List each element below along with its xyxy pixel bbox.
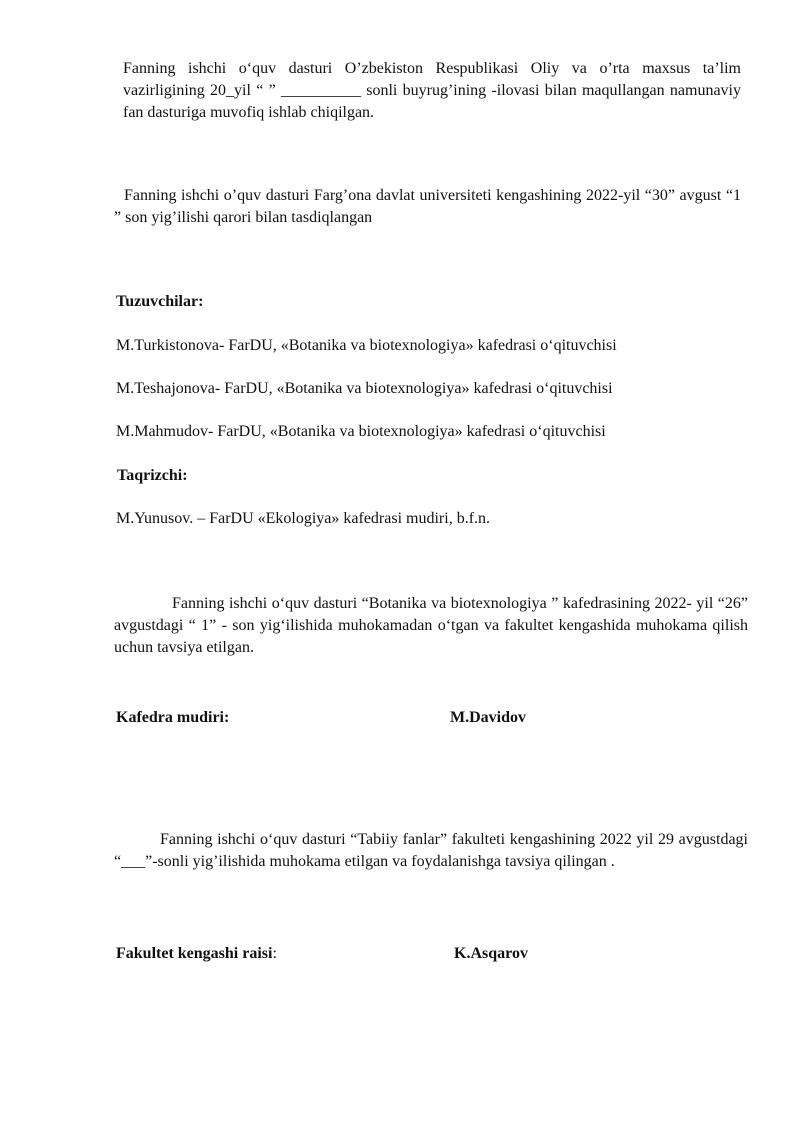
faculty-head-colon: : (272, 945, 277, 962)
compiler-item: M.Mahmudov- FarDU, «Botanika va biotexnologiya» kafedrasi o‘qituvchisi (116, 423, 606, 440)
compilers-heading: Tuzuvchilar: (116, 293, 204, 310)
department-head-name: M.Davidov (450, 709, 526, 726)
compiler-item: M.Teshajonova- FarDU, «Botanika va biotexnologiya» kafedrasi o‘qituvchisi (116, 380, 613, 397)
faculty-head-label: Fakultet kengashi raisi (116, 945, 273, 962)
department-approval-paragraph: Fanning ishchi o‘quv dasturi “Botanika va biotexnologiya ” kafedrasining 2022- yil “26” avgustdagi “ 1” - son yig‘ilishida muhokamadan o‘tgan va fakultet kengashida muhokama qilish uchun tavsiya etilgan. (114, 595, 748, 656)
reviewer-item: M.Yunusov. – FarDU «Ekologiya» kafedrasi mudiri, b.f.n. (116, 510, 491, 527)
compiler-item: M.Turkistonova- FarDU, «Botanika va biotexnologiya» kafedrasi o‘qituvchisi (116, 337, 617, 354)
faculty-head-name: K.Asqarov (454, 945, 528, 962)
reviewer-heading: Taqrizchi: (117, 467, 188, 484)
department-head-label: Kafedra mudiri: (116, 709, 230, 726)
faculty-approval-paragraph: Fanning ishchi o‘quv dasturi “Tabiiy fanlar” fakulteti kengashining 2022 yil 29 avgustdagi “___”-sonli yig’ilishida muhokama etilgan va foydalanishga tavsiya qilingan . (114, 831, 748, 870)
approval-paragraph-ministry: Fanning ishchi o‘quv dasturi O’zbekiston Respublikasi Oliy va o’rta maxsus ta’lim vazirligining 20_yil “ ” __________ sonli buyrug’ining -ilovasi bilan maqullangan namunaviy fan dasturiga muvofiq ishlab chiqilgan. (123, 60, 741, 121)
faculty-head-label-line (116, 943, 277, 965)
approval-paragraph-university-council: Fanning ishchi o’quv dasturi Farg’ona davlat universiteti kengashining 2022-yil “30” avgust “1 ” son yig’ilishi qarori bilan tasdiqlangan (114, 187, 741, 226)
